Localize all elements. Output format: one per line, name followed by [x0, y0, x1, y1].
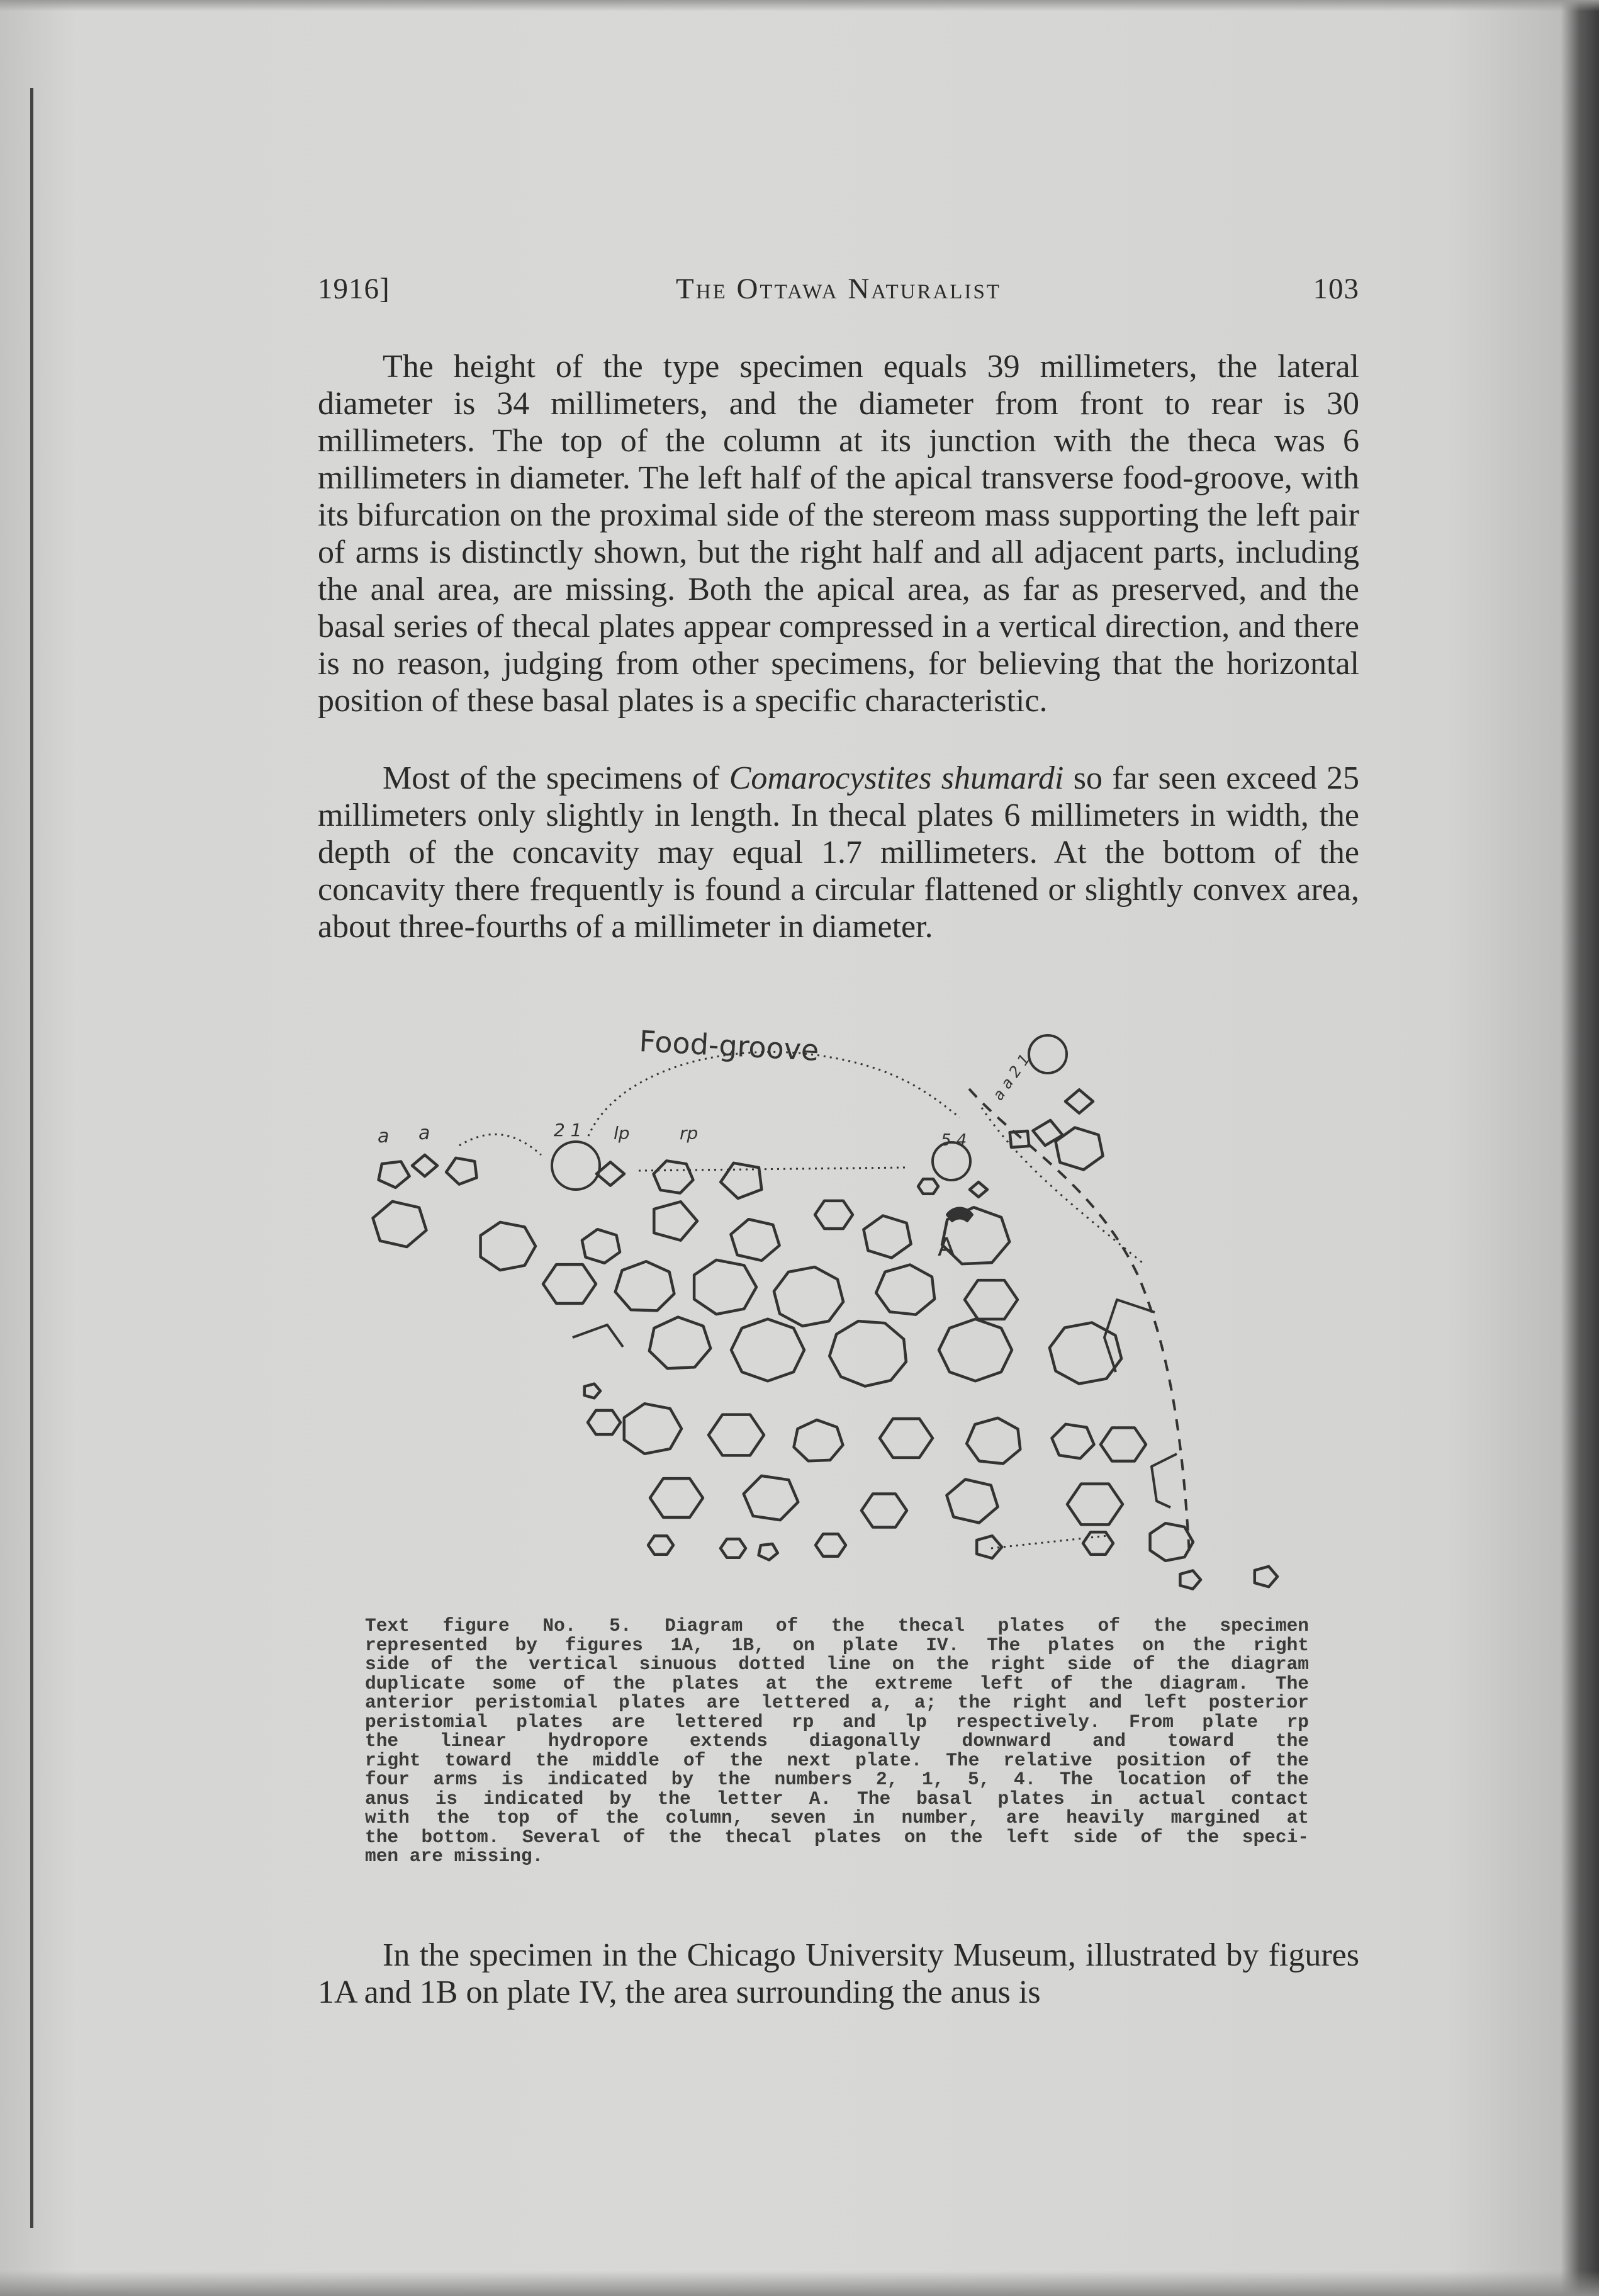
thecal-plate — [588, 1410, 620, 1434]
caption-line: Text figure No. 5. Diagram of the thecal plates of the specimen — [365, 1616, 1309, 1636]
thecal-plate — [648, 1536, 673, 1554]
top-edge-shadow — [0, 0, 1599, 11]
left-arm-circle — [552, 1142, 600, 1190]
thecal-plate-diagram — [352, 1001, 1334, 1605]
thecal-plate — [373, 1201, 427, 1247]
thecal-plate — [880, 1419, 933, 1458]
thecal-plate — [965, 1280, 1018, 1319]
thecal-plate — [744, 1476, 799, 1520]
thecal-plate — [876, 1265, 934, 1315]
paragraph-2-before: Most of the specimens of — [383, 760, 729, 796]
caption-line: right toward the middle of the next plate. The relative position of the — [365, 1750, 1309, 1770]
thecal-plate — [709, 1415, 764, 1456]
thecal-plate — [1101, 1428, 1146, 1461]
dotted-basal-line — [991, 1536, 1108, 1548]
thecal-plate — [654, 1201, 697, 1240]
thecal-plate — [731, 1219, 779, 1261]
thecal-plate — [946, 1480, 997, 1523]
thecal-plate — [654, 1161, 693, 1193]
thecal-plate — [967, 1418, 1020, 1464]
open-plate-left — [573, 1325, 623, 1347]
thecal-plate — [731, 1319, 804, 1382]
thecal-plate — [1067, 1484, 1123, 1525]
header-year: 1916] — [318, 273, 390, 305]
dotted-connector-left — [459, 1134, 541, 1155]
thecal-plate — [861, 1494, 907, 1528]
thecal-plate — [794, 1420, 843, 1461]
caption-line: the bottom. Several of the thecal plates on the left side of the speci- — [365, 1827, 1309, 1847]
thecal-plate — [939, 1319, 1012, 1382]
thecal-plate — [543, 1264, 596, 1303]
species-name: Comarocystites shumardi — [729, 760, 1064, 796]
thecal-plate — [863, 1216, 911, 1258]
thecal-plate — [721, 1163, 761, 1198]
thecal-plate — [1255, 1567, 1277, 1587]
food-groove-label: Food-groove — [638, 1024, 820, 1067]
thecal-plate — [970, 1182, 987, 1197]
caption-line: represented by figures 1A, 1B, on plate IV. The plates on the right — [365, 1635, 1309, 1655]
thecal-plate — [650, 1478, 703, 1517]
thecal-plate — [446, 1158, 476, 1185]
caption-line: anus is indicated by the letter A. The basal plates in actual contact — [365, 1789, 1309, 1808]
arm-label-top: a a 2 1 — [989, 1050, 1034, 1104]
thecal-plate — [759, 1544, 778, 1560]
thecal-plate — [649, 1317, 710, 1369]
plate-label-rp: rp — [680, 1123, 699, 1144]
diagram-svg — [352, 1001, 1334, 1605]
caption-line: men are missing. — [365, 1847, 544, 1866]
binding-edge — [30, 88, 33, 2228]
caption-line: four arms is indicated by the numbers 2, 1, 5, 4. The location of the — [365, 1770, 1309, 1789]
thecal-plate — [585, 1384, 600, 1398]
paragraph-type-specimen-dimensions: The height of the type specimen equals 39 millimeters, the lateral diameter is 34 millimeters, and the diameter from front to rear is 30 millimeters. The top of the column at its junction with the theca was 6 millimeters in diameter. The left half of the apical transverse food-groove, with its bifurcation on the proximal side of the stereom mass supporting the left pair of arms is distinctly shown, but the right half and all adjacent parts, including the anal area, are missing. Both the apical area, as far as preserved, and the basal series of thecal plates appear compressed in a vertical direction, and there is no reason, judging from other specimens, for believing that the horizontal position of these basal plates is a specific characteristic. — [318, 349, 1359, 719]
anus-label: A — [938, 1233, 955, 1262]
plate-label-a2: a — [418, 1122, 430, 1144]
thecal-plate — [694, 1260, 756, 1314]
thecal-plate — [582, 1229, 620, 1263]
thecal-plate — [721, 1539, 746, 1557]
thecal-plate — [1033, 1120, 1062, 1145]
thecal-plate — [1180, 1570, 1201, 1589]
sinuous-dotted-line — [982, 1108, 1145, 1265]
thecal-plate — [1083, 1532, 1113, 1554]
dotted-connector-top — [639, 1168, 906, 1171]
figure-caption — [365, 1616, 1309, 1866]
open-plate-right-2 — [1152, 1454, 1177, 1507]
thecal-plate — [379, 1162, 410, 1188]
top-arm-circle — [1029, 1035, 1067, 1073]
thecal-plate — [624, 1404, 682, 1454]
thecal-plate — [1065, 1089, 1093, 1113]
open-plate-right-1 — [1104, 1300, 1155, 1372]
plate-label-a1: a — [378, 1125, 390, 1147]
header-page-number: 103 — [1313, 273, 1359, 305]
thecal-plate — [1052, 1424, 1094, 1458]
caption-line: the linear hydropore extends diagonally downward and toward the — [365, 1731, 1309, 1751]
paragraph-specimen-concavity — [318, 760, 1359, 945]
running-head — [318, 272, 1359, 316]
header-journal-title: The Ottawa Naturalist — [676, 273, 1001, 305]
plates-group — [373, 1089, 1278, 1589]
thecal-plate — [774, 1267, 843, 1326]
caption-line: with the top of the column, seven in number, are heavily margined at — [365, 1808, 1309, 1828]
arm-label-left-pair: 2 1 — [554, 1120, 582, 1140]
thecal-plate — [815, 1201, 853, 1229]
plate-label-lp: lp — [614, 1123, 630, 1144]
caption-line: side of the vertical sinuous dotted line on the right side of the diagram — [365, 1655, 1309, 1674]
bottom-edge-shadow — [0, 2271, 1599, 2296]
paragraph-chicago-specimen: In the specimen in the Chicago University Museum, illustrated by figures 1A and 1B on plate IV, the area surrounding the anus is — [318, 1937, 1359, 2010]
caption-line: peristomial plates are lettered rp and lp respectively. From plate rp — [365, 1712, 1309, 1731]
thecal-plate — [481, 1222, 536, 1270]
thecal-plate — [1150, 1523, 1193, 1561]
thecal-plate — [816, 1534, 846, 1556]
arm-label-right-pair: 5 4 — [941, 1131, 967, 1150]
thecal-plate — [1010, 1131, 1030, 1147]
thecal-plate — [412, 1155, 437, 1176]
thecal-plate — [615, 1261, 675, 1310]
paragraph-2-after: so far seen exceed 25 millimeters only slightly in length. In thecal plates 6 millimeters in width, the depth of the concavity may equal 1.7 millimeters. At the bottom of the concavity there frequently is found a circular flattened or slightly convex area, about three-fourths of a millimeter in diameter. — [318, 760, 1360, 945]
thecal-plate — [918, 1179, 938, 1194]
caption-line: duplicate some of the plates at the extreme left of the diagram. The — [365, 1674, 1309, 1693]
thecal-plate — [829, 1321, 906, 1386]
caption-line: anterior peristomial plates are lettered a, a; the right and left posterior — [365, 1693, 1309, 1713]
